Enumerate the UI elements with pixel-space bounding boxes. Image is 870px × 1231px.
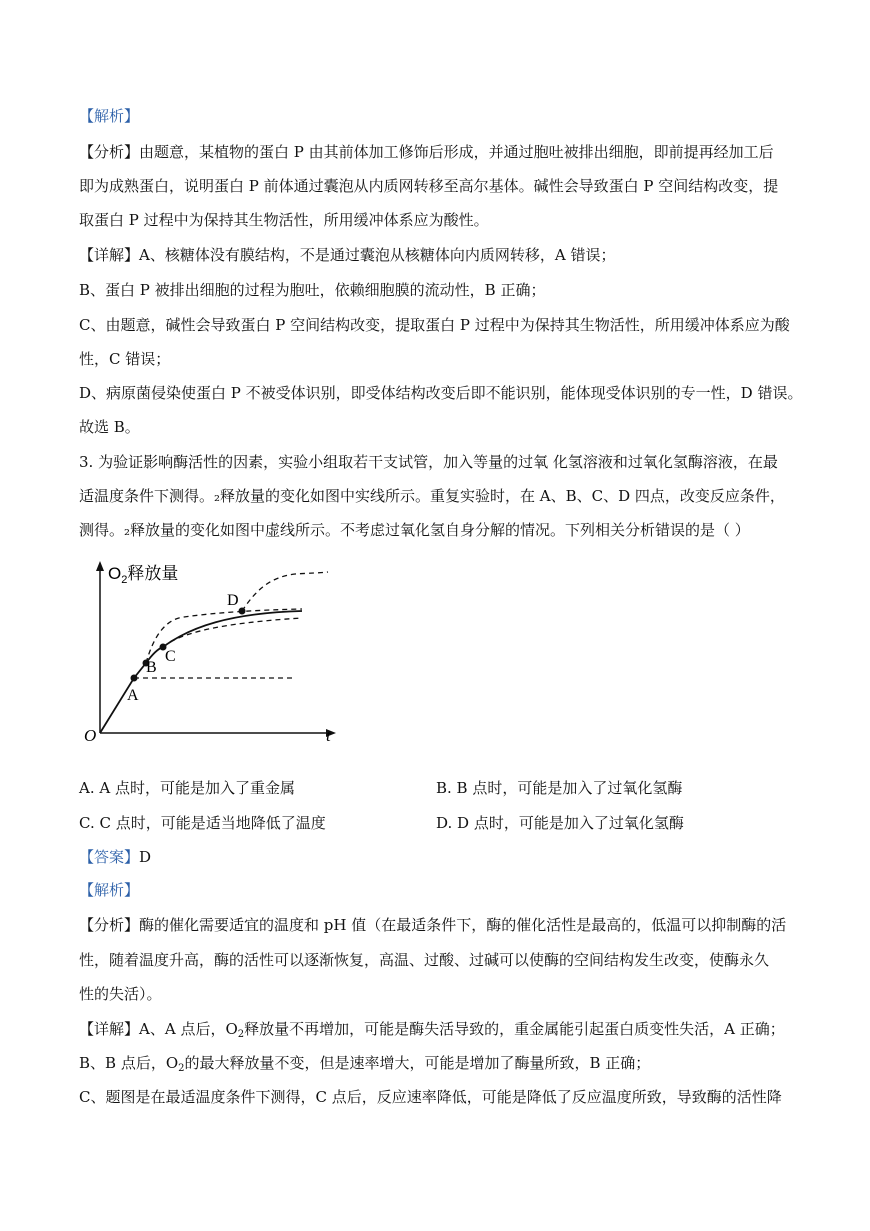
point-a [131,675,138,682]
detail-line: C、由题意，碱性会导致蛋白 P 空间结构改变，提取蛋白 P 过程中为保持其生物活性，所用缓冲体系应为酸 [79,316,790,334]
analysis-fenxi-line: 【分析】由题意，某植物的蛋白 P 由其前体加工修饰后形成，并通过胞吐被排出细胞，即前提再经加工后 [79,143,774,161]
point-d-label: D [227,592,239,609]
xiangjie-tag: 【详解】 [79,246,140,264]
point-b-label: B [146,659,157,676]
fenxi-tag: 【分析】 [79,143,140,161]
analysis-text-line: 即为成熟蛋白，说明蛋白 P 前体通过囊泡从内质网转移至高尔基体。碱性会导致蛋白 P 空间结构改变，提 [79,177,779,195]
question-stem: 3. 为验证影响酶活性的因素，实验小组取若干支试管，加入等量的过氧 化氢溶液和过氧化氢酶溶液，在最 [79,453,778,471]
analysis-text-line: 性的失活）。 [79,985,162,1003]
analysis-text-line: 性，随着温度升高，酶的活性可以逐渐恢复，高温、过酸、过碱可以使酶的空间结构发生改变，使酶永久 [79,951,770,969]
detail-line: C、题图是在最适温度条件下测得，C 点后，反应速率降低，可能是降低了反应温度所致，导致酶的活性降 [79,1088,782,1106]
detail-line: B、B 点后，$O_2$的最大释放量不变，但是速率增大，可能是增加了酶量所致，B 正确； [79,1054,651,1074]
option-b: B. B 点时，可能是加入了过氧化氢酶 [436,779,683,797]
option-d: D. D 点时，可能是加入了过氧化氢酶 [436,814,684,832]
option-a: A. A 点时，可能是加入了重金属 [79,779,295,797]
analysis-heading: 【解析】 [79,881,140,899]
point-c-label: C [165,648,176,665]
conclusion-line: 故选 B。 [79,418,140,436]
origin-label: O [84,726,97,745]
dashed-curve-d [242,572,328,611]
xiangjie-tag: 【详解】 [79,1020,140,1038]
option-c: C. C 点时，可能是适当地降低了温度 [79,814,326,832]
point-d [239,608,246,615]
analysis-fenxi-line: 【分析】酶的催化需要适宜的温度和 pH 值（在最适条件下，酶的催化活性是最高的，低温可以抑制酶的活 [79,916,787,934]
detail-line: B、蛋白 P 被排出细胞的过程为胞吐，依赖细胞膜的流动性，B 正确； [79,281,546,299]
detail-line: 性，C 错误； [79,350,171,368]
x-axis-label: t [326,726,331,745]
question-stem: 测得。₂释放量的变化如图中虚线所示。不考虑过氧化氢自身分解的情况。下列相关分析错误的是（ ） [79,521,750,539]
o2-release-figure [80,555,400,760]
answer-value: D [139,848,152,866]
y-axis-label: $O_2$释放量 [108,564,179,586]
solid-curve [100,611,302,733]
detail-line: 【详解】A、A 点后，$O_2$释放量不再增加，可能是酶失活导致的，重金属能引起蛋白质变性失活，A 正确； [79,1020,785,1040]
detail-line: D、病原菌侵染使蛋白 P 不被受体识别，即受体结构改变后即不能识别，能体现受体识别的专一性，D 错误。 [79,384,803,402]
detail-line: 【详解】A、核糖体没有膜结构，不是通过囊泡从核糖体向内质网转移，A 错误； [79,246,616,264]
fenxi-tag: 【分析】 [79,916,140,934]
point-a-label: A [127,687,139,704]
question-stem: 适温度条件下测得。₂释放量的变化如图中实线所示。重复实验时，在 A、B、C、D 四点，改变反应条件， [79,487,785,505]
analysis-text-line: 取蛋白 P 过程中为保持其生物活性，所用缓冲体系应为酸性。 [79,211,489,229]
y-axis-arrow [96,561,104,571]
answer-line [79,847,800,867]
analysis-heading: 【解析】 [79,107,140,125]
answer-tag: 【答案】 [79,848,140,866]
dashed-curve-c [163,618,302,647]
